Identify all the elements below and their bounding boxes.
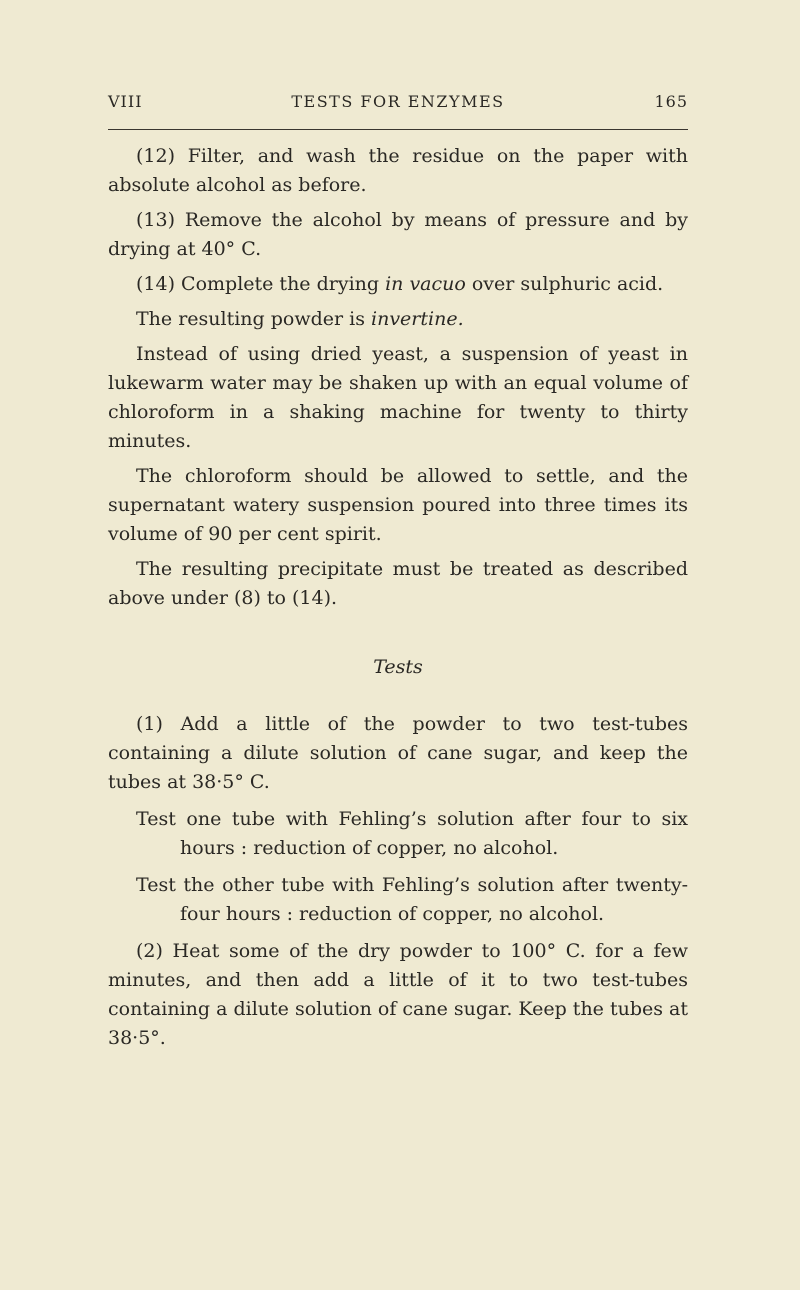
step-12: (12) Filter, and wash the residue on the paper with absolute alcohol as before. [108, 145, 688, 196]
step-14: (14) Complete the drying in vacuo over sulphuric acid. [136, 273, 664, 295]
running-head [108, 92, 688, 122]
page-body [108, 142, 688, 1059]
header-rule [108, 129, 688, 130]
chapter-number: VIII [108, 92, 143, 111]
running-title: TESTS FOR ENZYMES [291, 92, 505, 111]
test-1: (1) Add a little of the powder to two test-tubes containing a dilute solution of cane sugar, and keep the tubes at 38·5° C. [108, 713, 688, 793]
step-13: (13) Remove the alcohol by means of pressure and by drying at 40° C. [108, 209, 688, 260]
paragraph-settle: The chloroform should be allowed to settle, and the supernatant watery suspension poured into three times its volume of 90 per cent spirit. [108, 465, 688, 545]
result-statement: The resulting powder is invertine. [136, 308, 464, 330]
paragraph-precipitate: The resulting precipitate must be treated as described above under (8) to (14). [108, 558, 688, 609]
page-number: 165 [654, 92, 688, 111]
paragraph-alternative: Instead of using dried yeast, a suspension of yeast in lukewarm water may be shaken up with an equal volume of chloroform in a shaking machine for twenty to thirty minutes. [108, 343, 688, 452]
section-heading: Tests [373, 656, 423, 678]
test-1-subtest-1: Test one tube with Fehling’s solution after four to six hours : reduction of copper, no alcohol. [136, 808, 688, 859]
test-1-subtest-2: Test the other tube with Fehling’s solution after twenty-four hours : reduction of copper, no alcohol. [136, 874, 688, 925]
test-2: (2) Heat some of the dry powder to 100° C. for a few minutes, and then add a little of it to two test-tubes containing a dilute solution of cane sugar. Keep the tubes at 38·5°. [108, 940, 688, 1049]
